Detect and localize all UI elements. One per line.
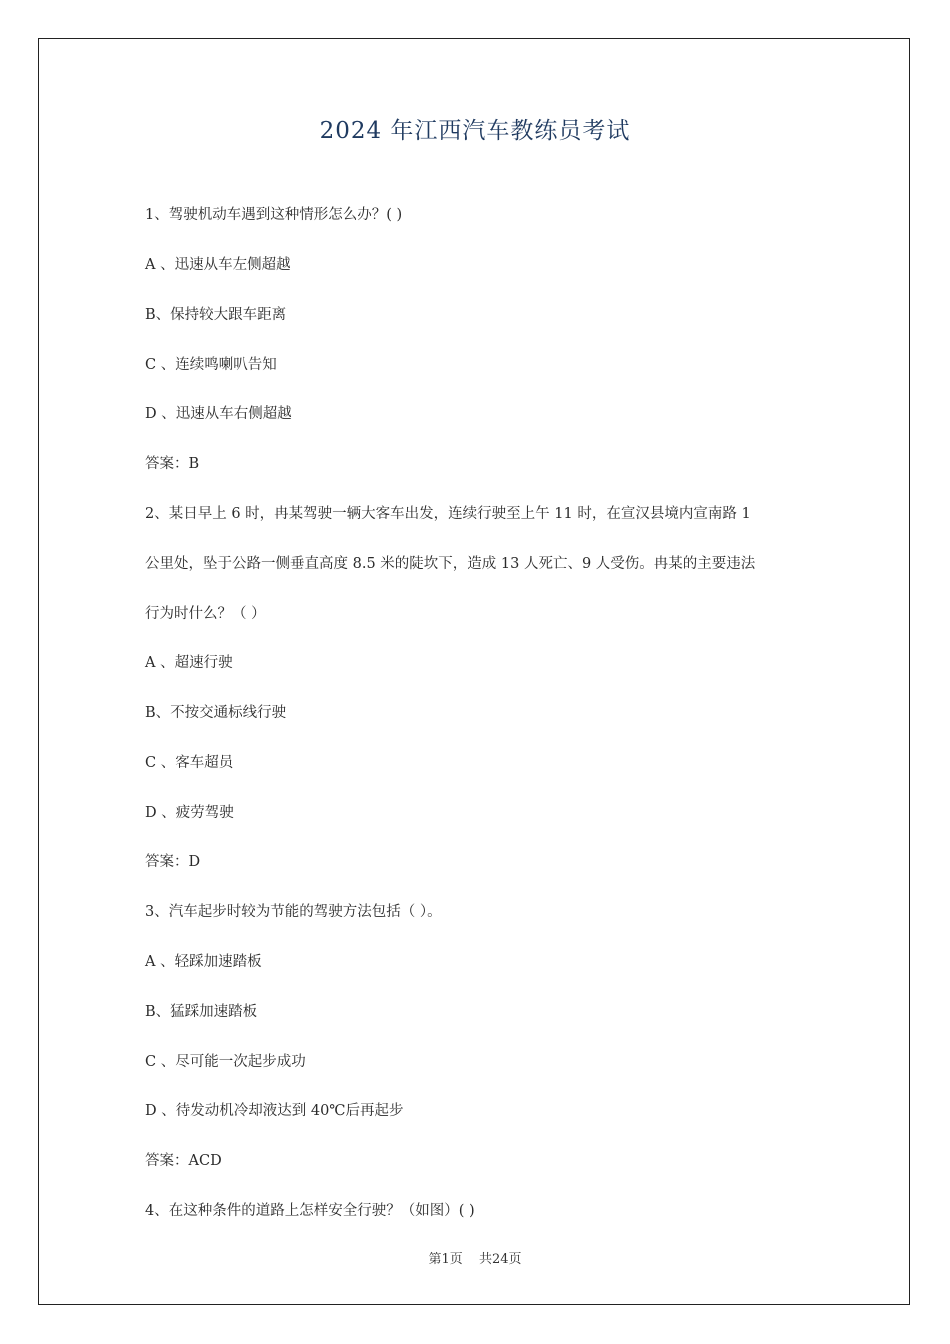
q2-option-b: B、不按交通标线行驶 [145, 705, 287, 721]
q1-option-b: B、保持较大跟车距离 [145, 307, 287, 323]
q2-option-d: D 、疲劳驾驶 [145, 805, 234, 821]
q3-answer: 答案：ACD [145, 1153, 222, 1169]
question-2-line-1: 2、某日早上 6 时，冉某驾驶一辆大客车出发，连续行驶至上午 11 时，在宣汉县境内宣南路 1 [145, 506, 751, 522]
question-2-line-2: 公里处，坠于公路一侧垂直高度 8.5 米的陡坎下，造成 13 人死亡、9 人受伤。冉某的主要违法 [145, 556, 756, 572]
question-4: 4、在这种条件的道路上怎样安全行驶？（如图）( ) [145, 1203, 475, 1219]
q3-option-b: B、猛踩加速踏板 [145, 1004, 258, 1020]
q2-option-c: C 、客车超员 [145, 755, 234, 771]
q2-option-a: A 、超速行驶 [145, 655, 233, 671]
question-2-line-3: 行为时什么？（ ） [145, 606, 266, 622]
q3-option-a: A 、轻踩加速踏板 [145, 954, 262, 970]
q3-option-c: C 、尽可能一次起步成功 [145, 1054, 306, 1070]
q1-option-c: C 、连续鸣喇叭告知 [145, 357, 277, 373]
page-total: 共24页 [478, 1252, 522, 1267]
q3-option-d: D 、待发动机冷却液达到 40℃后再起步 [145, 1103, 404, 1119]
q1-option-a: A 、迅速从车左侧超越 [145, 257, 291, 273]
question-3: 3、汽车起步时较为节能的驾驶方法包括（ ）。 [145, 904, 442, 920]
document-title: 2024 年江西汽车教练员考试 [319, 118, 631, 144]
question-1: 1、驾驶机动车遇到这种情形怎么办？( ) [145, 207, 403, 223]
q1-answer: 答案：B [145, 456, 200, 472]
page-number: 第1页 [428, 1252, 463, 1267]
page-footer [0, 1248, 950, 1267]
q1-option-d: D 、迅速从车右侧超越 [145, 406, 292, 422]
q2-answer: 答案：D [145, 854, 201, 870]
